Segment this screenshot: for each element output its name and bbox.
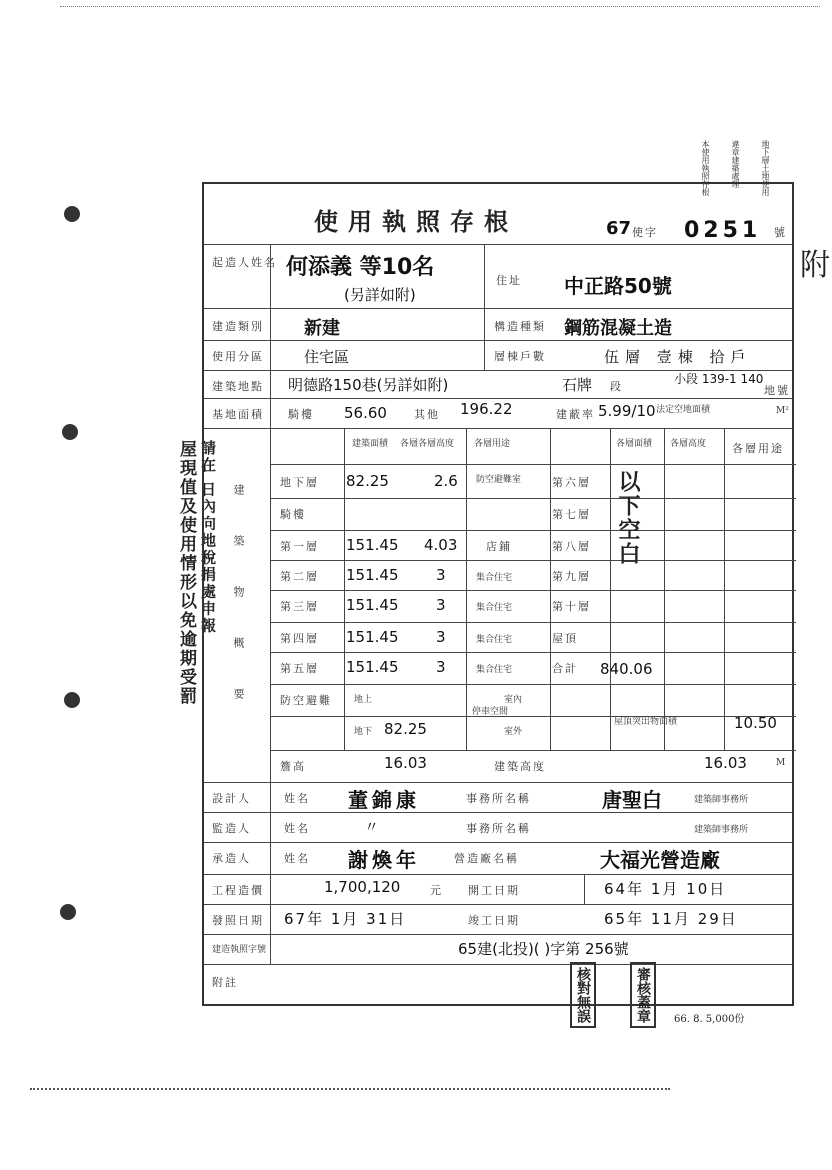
right-floor-label: 第九層 xyxy=(552,570,591,583)
roof-ratio-label: 屋頂突出物面積 xyxy=(614,717,678,727)
binder-hole xyxy=(64,206,80,222)
contractor-label: 承造人 xyxy=(212,852,251,865)
supervisor-office-suffix: 建築師事務所 xyxy=(694,825,749,835)
approval-stamp: 核對無誤 xyxy=(570,962,596,1028)
floor-row-area: 82.25 xyxy=(346,472,389,490)
owner-name: 何添義 等10名 xyxy=(286,255,435,280)
cost-unit: 元 xyxy=(430,884,443,897)
right-floor-label: 第七層 xyxy=(552,508,591,521)
use-label: 使用分區 xyxy=(212,350,264,363)
floor-row-use: 集合住宅 xyxy=(476,573,513,583)
right-floor-label: 第六層 xyxy=(552,476,591,489)
top-right-note: 本使用執照存根 xyxy=(701,140,710,196)
height-label: 建築高度 xyxy=(494,760,546,773)
start-label: 開工日期 xyxy=(468,884,520,897)
supervisor-name-label: 姓名 xyxy=(284,822,310,835)
permit-value: 65建(北投)( )字第 256號 xyxy=(458,940,629,958)
floor-col-header-right: 各層高度 xyxy=(670,439,707,449)
section-word: 段 xyxy=(610,380,623,393)
building-use: 住宅區 xyxy=(304,348,350,366)
other-value: 196.22 xyxy=(460,400,513,418)
floor-row-area: 151.45 xyxy=(346,658,399,676)
eave-label: 簷高 xyxy=(280,760,306,773)
left-margin-note: 屋現值及使用情形以免逾期受罰 xyxy=(176,440,196,706)
issue-label: 發照日期 xyxy=(212,914,264,927)
building-category: 新建 xyxy=(304,318,340,339)
parking-out: 室外 xyxy=(504,727,523,737)
floor-col-header: 建築面積 xyxy=(352,439,389,449)
right-floor-label: 合計 xyxy=(552,662,578,675)
coverage-value: 5.99/10 xyxy=(598,402,656,420)
floor-row-label: 騎樓 xyxy=(280,508,306,521)
height-unit: M xyxy=(776,758,786,768)
cost-label: 工程造價 xyxy=(212,884,264,897)
contractor-name-label: 姓名 xyxy=(284,852,310,865)
building-lot: 小段 139-1 140 xyxy=(674,372,764,386)
height-value: 16.03 xyxy=(704,754,747,772)
scan-line xyxy=(30,1088,670,1090)
floor-row-height: 4.03 xyxy=(424,536,458,554)
supervisor-office-label: 事務所名稱 xyxy=(466,822,531,835)
designer-office-label: 事務所名稱 xyxy=(466,792,531,805)
start-value: 64年 1月 10日 xyxy=(604,880,727,898)
right-floor-label: 屋頂 xyxy=(552,632,578,645)
floor-col-header: 各層各層高度 xyxy=(400,439,455,449)
finish-value: 65年 11月 29日 xyxy=(604,910,738,928)
company-name: 大福光營造廠 xyxy=(600,848,720,872)
owner-name-note: (另詳如附) xyxy=(344,286,416,304)
license-form xyxy=(202,182,794,1006)
civil-above: 地上 xyxy=(354,695,373,705)
license-suffix: 號 xyxy=(774,226,787,239)
floor-row-height: 3 xyxy=(436,628,446,646)
designer-label: 設計人 xyxy=(212,792,251,805)
floor-row-use: 集合住宅 xyxy=(476,603,513,613)
units-label: 層棟戶數 xyxy=(494,350,546,363)
owner-label: 起造人姓名 xyxy=(212,256,277,269)
designer-office: 唐聖白 xyxy=(602,788,662,812)
binder-hole xyxy=(60,904,76,920)
contractor-name: 謝煥年 xyxy=(348,848,420,872)
form-title: 使用執照存根 xyxy=(314,207,518,236)
license-word: 使字 xyxy=(632,226,658,239)
approval-stamp: 審核蓋章 xyxy=(630,962,656,1028)
roof-ratio-value: 10.50 xyxy=(734,714,777,732)
finish-label: 竣工日期 xyxy=(468,914,520,927)
top-right-note: 地下層土地使用 xyxy=(761,140,770,196)
blank-note: 以下空白 xyxy=(615,470,641,566)
floor-row-area: 151.45 xyxy=(346,536,399,554)
floor-row-label: 第五層 xyxy=(280,662,319,675)
floor-col-header: 各層用途 xyxy=(474,439,511,449)
top-right-note: 違章建築處理 xyxy=(731,140,740,188)
civil-label: 防空避難 xyxy=(280,694,332,707)
floor-row-height: 2.6 xyxy=(434,472,458,490)
coverage-label: 建蔽率 xyxy=(556,408,595,421)
floor-row-height: 3 xyxy=(436,596,446,614)
company-label: 營造廠名稱 xyxy=(454,852,519,865)
floor-row-use: 店鋪 xyxy=(486,540,512,553)
parking-label: 停車空間 xyxy=(472,707,509,717)
building-units: 伍層 壹棟 拾戶 xyxy=(604,348,752,366)
lot-word: 地號 xyxy=(764,384,790,397)
floor-row-area: 151.45 xyxy=(346,566,399,584)
floor-row-height: 3 xyxy=(436,658,446,676)
structure-label: 構造種類 xyxy=(494,320,546,333)
floor-row-height: 3 xyxy=(436,566,446,584)
area-unit: M² xyxy=(776,406,789,416)
floor-total: 840.06 xyxy=(600,660,653,678)
floor-row-label: 地下層 xyxy=(280,476,319,489)
floor-row-area: 151.45 xyxy=(346,596,399,614)
right-floor-label: 第十層 xyxy=(552,600,591,613)
building-structure: 鋼筋混凝土造 xyxy=(564,318,672,339)
civil-below-value: 82.25 xyxy=(384,720,427,738)
floor-row-use: 防空避難室 xyxy=(476,475,522,485)
supervisor-name: 〃 xyxy=(364,818,380,836)
frontage-value: 56.60 xyxy=(344,404,387,422)
other-label: 其他 xyxy=(414,408,440,421)
floor-row-label: 第一層 xyxy=(280,540,319,553)
footer-print-note: 66. 8. 5,000份 xyxy=(674,1014,745,1025)
floor-row-label: 第二層 xyxy=(280,570,319,583)
frontage-label: 騎樓 xyxy=(288,408,314,421)
license-prefix: 67 xyxy=(606,218,632,239)
area-label: 基地面積 xyxy=(212,408,264,421)
floor-col-header-right: 各層用途 xyxy=(732,442,784,455)
floor-row-use: 集合住宅 xyxy=(476,635,513,645)
building-location: 明德路150巷(另詳如附) xyxy=(288,376,449,394)
civil-below: 地下 xyxy=(354,727,373,737)
floor-row-label: 第三層 xyxy=(280,600,319,613)
floor-row-use: 集合住宅 xyxy=(476,665,513,675)
overview-label: 建築物概要 xyxy=(232,484,245,739)
cost-value: 1,700,120 xyxy=(324,878,401,896)
building-section: 石牌 xyxy=(562,376,593,394)
category-label: 建造類別 xyxy=(212,320,264,333)
right-margin-mark: 附 xyxy=(800,248,830,283)
legal-label: 法定空地面積 xyxy=(656,405,711,415)
binder-hole xyxy=(62,424,78,440)
issue-value: 67年 1月 31日 xyxy=(284,910,407,928)
eave-value: 16.03 xyxy=(384,754,427,772)
designer-name-label: 姓名 xyxy=(284,792,310,805)
right-floor-label: 第八層 xyxy=(552,540,591,553)
address-label: 住址 xyxy=(496,274,522,287)
designer-name: 董錦康 xyxy=(348,788,420,812)
scan-line xyxy=(60,6,820,7)
binder-hole xyxy=(64,692,80,708)
permit-label: 建造執照字號 xyxy=(212,945,267,955)
owner-address: 中正路50號 xyxy=(564,274,672,298)
license-number: 0251 xyxy=(684,218,762,243)
remarks-label: 附註 xyxy=(212,976,238,989)
floor-row-label: 第四層 xyxy=(280,632,319,645)
parking-in: 室內 xyxy=(504,695,523,705)
supervisor-label: 監造人 xyxy=(212,822,251,835)
floor-col-header-right: 各層面積 xyxy=(616,439,653,449)
floor-row-area: 151.45 xyxy=(346,628,399,646)
left-margin-note-2: 請在 日內向地稅捐處申報 xyxy=(199,440,217,635)
designer-office-suffix: 建築師事務所 xyxy=(694,795,749,805)
location-label: 建築地點 xyxy=(212,380,264,393)
